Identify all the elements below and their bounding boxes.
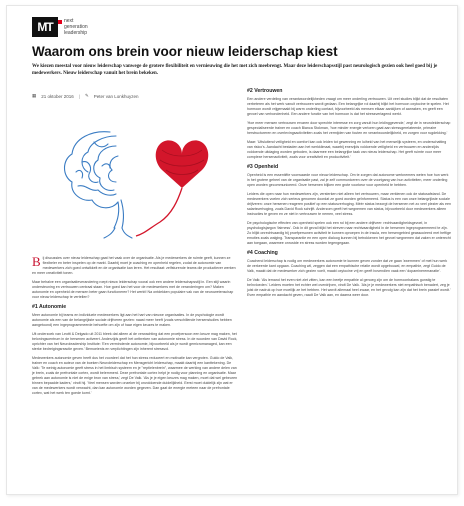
article-date: 21 oktober 2016 <box>41 93 74 99</box>
hero-image-brain-heart <box>32 102 242 252</box>
section-heading-autonomie: #1 Autonomie <box>32 304 67 310</box>
paragraph: Een andere verdeling van verantwoordelijkheden vraagt om meer onderling vertrouwen. Uit veel studies blijkt dat de resultaten verbeteren als het werk vanuit vertrouwen wordt gedaan. Een belangrijke rol daarbij blijkt het hormoon oxytocine te spelen. Het hormoon wordt vrijgemaakt bij warm onderling contact, bijvoorbeeld als mensen elkaar aankijken of aanraken, en geeft een gevoel van verbondenheid. Een andere functie van het hormoon is dat het stressverlagend werkt. <box>247 97 449 116</box>
paragraph: Openheid is een essentiële voorwaarde voor nieuw leiderschap. Om te zorgen dat autonome werknemers weten hoe hun werk in het grotere geheel van de organisatie past, zal je zelf communiceren over de voortgang van hun activiteiten, meer onderling open worden gecommuniceerd. Onze hersenen blijken een grote voorkeur voor openheid te hebben. <box>247 173 449 187</box>
paragraph: Medewerkers autonomie geven heeft dus het voordeel dat het hun stress reduceert en motivatie kan vergroten. Guido de Valk, trainer en coach en auteur van de boeken Neuroleiderschap en Mensgericht leiderschap, maakt daarbij een kanttekening. De Valk: 'Te weinig autonomie geeft stress in het limbisch systeem en je "reptielenbrein", waarmee de werking van andere delen van je brein, zoals de prefrontale cortex, wordt belemmerd. Deze prefrontale cortex helpt je nodig voor planning en organisatie. Maar gebrek aan autonomie is niet de enige bron van stress,' zegt De Valk. 'Als je je eigen keuzes mag maken, moet dat wel gebeuren binnen bepaalde kaders,' vindt hij. 'Veel mensen worden onzeker bij onvoldoende duidelijkheid. Eerst moet duidelijk zijn wat er van de medewerkers wordt verwacht, dan kan autonomie worden gegeven. Dan gaat de energie meteen naar de prefrontale cortex, wat het werk ten goede komt.' <box>32 356 238 395</box>
intro-paragraph: Bij discussies over nieuw leiderschap gaat het vaak over de organisatie. Als je medewerkers de ruimte geeft, kunnen ze flexibeler en beter inspelen op de markt. Daarbij moet je coaching en openheid regelen, zodat de autonomie van medewerkers zich goed ontwikkelt en de organisatie kan leren. Het resultaat: zelfsturende teams die productiever werken en meer creativiteit tonen. <box>32 254 236 275</box>
dropcap: B <box>32 254 41 269</box>
article-title: Waarom ons brein voor nieuw leiderschap kiest <box>32 44 338 59</box>
author-icon: ✎ <box>84 93 89 98</box>
paragraph: Uit onderzoek van Leotti & Delgado uit 2011 bleek dat alleen al de verwachting dat een proefpersoon een keuze mag maken, het beloningscentrum in de hersenen activeert. Anderzijds geeft het ontbreken van autonomie stress. In de woorden van David Rock, oprichter van het Neuroleadership Institute: 'Een verminderde autonomie, bijvoorbeeld als je wordt gemicromanaged, kan een sterke bedreigingsreactie geven.' Bemoeienis en verplichtingen zijn inherent stressvol. <box>32 332 238 351</box>
paragraph: Meer autonomie bij teams en individuele medewerkers ligt aan het hart van nieuwe organisaties. In de psychologie wordt autonomie als een van de belangrijkste sociale drijfveren gezien: naast meer heeft (zoals verschillende hersenstudies hebben aangetoond) een ingeprogrammeerde behoefte om zijn of haar eigen keuzes te maken. <box>32 313 232 327</box>
paragraph: Maar behalve een organisatieverandering roept nieuw leiderschap vooral ook een andere leiderschapsstijl in. Een stijl waarin ondersteuning en vertrouwen centraal staan. Hoe goed kan het voor de medewerkers met de veranderingen om? Maken autonomie en openheid de mensen beter gaan functioneren? Het werkt! Na ontdekken populaire vak van de neurowetenschap voor nieuw leiderschap te vertellen? <box>32 280 234 299</box>
paragraph: 'Hoe meer mensen vertrouwen ervaren door sprechte interesse en zorg vanuit hun leidinggevende,' zegt de in neuroleiderschap gespecialiseerde trainer en coach Bianca Stokman, 'hoe minder energie verloren gaat aan stressgerelateerde, primaire herstructureren en overlevingsactiviteiten zoals het vermijden van fouten en verantwoordelijkheid, en zorgen voor rugdekking.' <box>247 121 451 135</box>
heart-illustration <box>136 140 208 236</box>
section-heading-openheid: #3 Openheid <box>247 164 279 170</box>
article-page <box>6 5 458 495</box>
paragraph: Maar: 'Uitsluitend veiligheid en comfort kan ook leiden tot gewenning en luiheid van het menselijk systeem, en onderschatting van risico's. Aandacht bestaden aan het werkklimaat, waarbij enerzijds voldoende veiligheid en vertrouwen en anderzijds voldoende uitdaging worden geboden, is daarmee een belangrijke taak van nieuw leiderschap. Het geeft ruimte voor meer complexe hersenactiviteit, zoals voor creativiteit en productiviteit.' <box>247 140 447 159</box>
logo-mark[interactable]: MT <box>32 17 58 37</box>
article-author[interactable]: Peter van Lonkhuyzen <box>93 93 139 99</box>
logo-text: next generation leadership <box>64 18 88 36</box>
article-meta: ▦ 21 oktober 2016 | ✎ Peter van Lonkhuyzen <box>32 93 139 99</box>
paragraph: De Valk: 'Als iemand het even niet ziet zitten, kan een beetje empathie al genoeg zijn om de hormoonbalans gunstig te beïnvloeden.' Leiders moeten het echter wel overdrijven, vindt De Valk. 'Als je je medewerkers niet empathisch benadert, zeg je juist de nadruk op hoe moeilijk ze het hebben. Het wordt allemaal heel zwaar, en het gevolg kan zijn dat het brein passief wordt.' Even empathie en aandacht geven, raadt De Valk aan, en daarna weer door. <box>247 278 451 297</box>
paragraph: De psychologische effecten van openheid spelen ook een rol bij een andere drijfveer: rechtvaardigheidsgevoel, in psychologisjargon 'fairness'. Ook in dit geval blijkt het streven naar rechtvaardigheid in de hersenen ingeprogrammeerd te zijn. Zo blijkt onrechtvaardig bij proefpersonen activiteit te kunnen oproepen in de insula, een hersengebied geassocieerd met heftige emoties zoals walging. Transparantie en een open dialoog kunnen bij betrokkenen het gevoel wegnemen dat zaken er onterecht aan toegaan, waarmee onrustde en stress worden tegengegaan. <box>247 221 451 245</box>
brain-illustration <box>65 132 133 238</box>
site-header <box>32 17 88 37</box>
paragraph: Coachend leiderschap is nodig om medewerkers autonomie te kunnen geven zonder dat ze gaan 'zwemmen' of met hun werk de verkeerde kant opgaan. Coaching wil, zeggen dat een empathische relatie wordt opgebouwd, en empathie, zegt Guido de Valk, maakt dat de medewerker zich gezien voelt, maakt oxytocine vrij en geeft bovendien vaak een 'dopamineremanatie'. <box>247 259 448 273</box>
article-lead: We kiezen meestal voor nieuw leiderschap vanwege de grotere flexibiliteit en vernieuwing die het met zich meebrengt. Maar deze leiderschapsstijl past neurologisch gezien ook heel goed bij je medewerkers. Nieuw leiderschap vanuit het brein bekeken. <box>32 64 438 76</box>
article-left-column <box>32 256 239 400</box>
paragraph: Leiders die open naar hun medewerkers zijn, versterken niet alleen het vertrouwen, maar verklenen ook de statusafstand. De medewerkers voelen zich serieus genomen doordat ze goed worden geïnformeerd. Status is een van onze belangrijkste sociale drijfveren: onze hersenen reageren positief op een statusverhoging. Méér status bezorgt de hersenen net zo veel plezier als een salarisverhoging, zoals David Rock schrijft. Anderzom geeft het wegnemen van status, bijvoorbeeld door medewerkers alleen instructies te geven en ze niet in vertrouwen te nemen, veel stress. <box>247 192 451 216</box>
section-heading-coaching: #4 Coaching <box>247 250 278 256</box>
section-heading-vertrouwen: #2 Vertrouwen <box>247 88 283 94</box>
calendar-icon: ▦ <box>32 93 37 98</box>
article-right-column <box>247 84 452 302</box>
